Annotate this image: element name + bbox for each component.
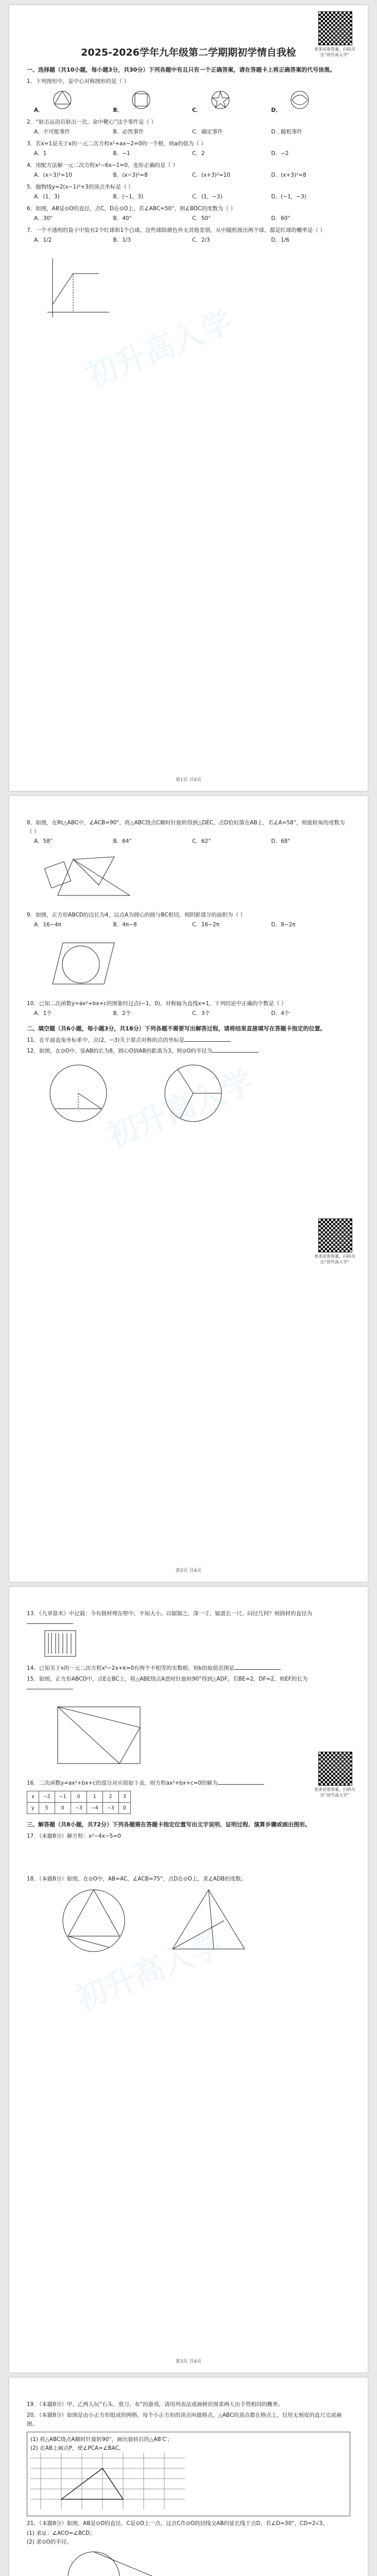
- option-d-label: D．: [271, 107, 281, 113]
- option-text: D．68°: [271, 838, 290, 844]
- sub-question: (1) 求证：∠ACO=∠BCD；: [27, 2530, 95, 2536]
- page-footer: 第3页 共4页: [175, 2359, 202, 2364]
- question-1: 1．下列图形中，是中心对称图形的是（ ）: [27, 78, 130, 84]
- option-text: C．50°: [192, 215, 211, 222]
- question-6: 6．如图，AB是⊙O的直径，点C，D在⊙O上，若∠ABC=50°，则∠BDC的度数为（ ）: [27, 206, 236, 212]
- table-row: [27, 1803, 131, 1814]
- question-2: 2．“射击运动员射击一次，命中靶心”这个事件是（ ）: [27, 119, 157, 125]
- option-text: C．3个: [192, 1010, 211, 1016]
- option-text: C．16−2π: [192, 922, 219, 928]
- page-title: 2025-2026学年九年级第二学期期初学情自我检: [81, 47, 296, 58]
- qr-code-icon: [318, 11, 352, 45]
- question-15: 15．如图，正方形ABCD中，点E在BC上，将△ABE绕点A逆时针旋转90°得到△ADF，若BE=2，DF=2，则EF的长为: [27, 1676, 308, 1682]
- option-text: D．随机事件: [271, 129, 303, 135]
- answer-blank: [184, 1041, 231, 1042]
- star-in-circle-icon: [209, 89, 232, 110]
- table-cell: −3: [71, 1803, 87, 1814]
- option-text: C．2: [192, 150, 205, 157]
- question-3-options: [34, 149, 350, 158]
- table-cell: −3: [102, 1803, 118, 1814]
- table-cell: 0: [71, 1791, 87, 1803]
- question-1-options: [34, 87, 350, 115]
- question-14: 14．已知关于x的一元二次方程x²−2x+k=0有两个不相等的实数根，则k的取值范围是: [27, 1665, 235, 1671]
- option-text: D．8−2π: [271, 922, 296, 928]
- barcode-figure: [42, 1628, 78, 1659]
- qr-caption: 更多试卷答案，扫码关注“初升高入学”: [314, 47, 355, 57]
- table-cell: −4: [87, 1803, 102, 1814]
- option-text: B．1/3: [113, 237, 131, 243]
- sub-question: (2) 求⊙O的半径。: [27, 2539, 72, 2545]
- watermark: 初升高入学: [101, 1063, 259, 1155]
- page-4: [9, 2378, 368, 2576]
- option-text: C．62°: [192, 838, 211, 844]
- question-16: 16．二次函数y=ax²+bx+c的部分对应值如下表，则方程ax²+bx+c=0的解为: [27, 1780, 218, 1786]
- option-text: B．4π−8: [113, 922, 137, 928]
- section-fill-heading: 二、填空题（共6小题，每小题3分，共18分）下列各题不需要写出解答过程，请将结果直接填写在答题卡指定的位置。: [27, 1025, 326, 1032]
- inscribed-triangle-diagram: [47, 1885, 140, 1957]
- values-table: [27, 1791, 131, 1814]
- table-cell: 1: [87, 1791, 102, 1803]
- qr-code-icon: [318, 1218, 352, 1252]
- answer-blank: [27, 1623, 73, 1624]
- option-text: A．30°: [34, 215, 53, 222]
- option-text: C．(x+3)²=10: [192, 172, 231, 178]
- option-text: A．1个: [34, 1010, 52, 1016]
- watermark: 初升高入学: [71, 1926, 228, 2018]
- option-text: A．1: [34, 150, 47, 157]
- question-5: 5．抛物线y=2(x−1)²+3的顶点坐标是（ ）: [27, 184, 134, 190]
- question-5-options: [34, 193, 350, 201]
- question-8-options: [34, 837, 350, 846]
- grid-figure: [30, 2453, 185, 2510]
- table-cell: −1: [55, 1791, 71, 1803]
- option-text: A．58°: [34, 838, 53, 844]
- page-footer: 第1页 共4页: [175, 777, 202, 783]
- option-text: B．必然事件: [113, 129, 144, 135]
- question-20: 20．（本题8分）如图是由小正方形组成的网格，每个小正方形的顶点叫做格点，△ABC的顶点都在格点上，仅用无刻度的直尺完成画图。: [27, 2412, 342, 2427]
- page-3: [9, 1587, 368, 2372]
- table-cell: x: [27, 1791, 39, 1803]
- option-text: B．40°: [113, 215, 132, 222]
- question-2-options: [34, 128, 350, 137]
- option-text: A．不可能事件: [34, 129, 71, 135]
- question-18: 18．（本题8分）如图，在⊙O中，AB=AC，∠ACB=75°，点D在⊙O上，求∠ADB的度数。: [27, 1876, 247, 1882]
- question-12: 12．如图，在⊙O中，弦AB的长为8，圆心O到AB的距离为3，则⊙O的半径为: [27, 1048, 213, 1054]
- qr-code-icon: [318, 1752, 352, 1786]
- square-in-circle-icon: [129, 89, 153, 110]
- answer-blank: [212, 1052, 259, 1053]
- question-10: 10．已知二次函数y=ax²+bx+c的图象经过点(−1，0)，对称轴为直线x=1，下列结论中正确的个数是（ ）: [27, 1001, 287, 1007]
- square-circle-diagram: [42, 933, 119, 994]
- option-text: D．(−1，−3): [271, 194, 306, 200]
- watermark: 初升高入学: [81, 303, 238, 395]
- option-b-label: B．: [113, 107, 123, 113]
- question-9-options: [34, 921, 350, 929]
- table-cell: 2: [102, 1791, 118, 1803]
- option-text: A．1/2: [34, 237, 52, 243]
- option-text: B．2个: [113, 1010, 131, 1016]
- question-7-options: [34, 236, 350, 245]
- square-rotation-diagram: [47, 1697, 150, 1774]
- option-a-label: A．: [34, 107, 44, 113]
- question-11: 11．在平面直角坐标系中，点(2，−3)关于原点对称的点的坐标是: [27, 1037, 185, 1043]
- option-text: D．4个: [271, 1010, 290, 1016]
- table-cell: −2: [39, 1791, 55, 1803]
- page-2: [9, 796, 368, 1582]
- page-footer: 第2页 共4页: [175, 1568, 202, 1573]
- option-text: C．确定事件: [192, 129, 223, 135]
- rotation-triangle-diagram: [42, 849, 145, 906]
- question-21: 21．（本题8分）如图，AB是⊙O的直径，C是⊙O上一点，过点C作⊙O的切线交AB的延长线于点D，若∠D=30°，CD=2√3。: [27, 2520, 328, 2527]
- option-text: A．(1，3): [34, 194, 60, 200]
- option-text: B．(−1，3): [113, 194, 144, 200]
- option-text: A．(x−3)²=10: [34, 172, 72, 178]
- option-text: D．−2: [271, 150, 289, 157]
- question-17: 17．（本题8分）解方程：x²−4x−5=0: [27, 1833, 121, 1839]
- question-8: 8．如图，在Rt△ABC中，∠ACB=90°，将△ABC绕点C顺时针旋转得到△DEC，点D恰好落在AB上，若∠A=58°，则旋转角的度数为（ ）: [27, 820, 345, 835]
- option-text: C．(1，−3): [192, 194, 222, 200]
- sub-question: (2) 在AB上画点P，使∠PCA=∠BAC。: [30, 2445, 125, 2451]
- option-text: D．60°: [271, 215, 290, 222]
- triangle-in-circle-icon: [50, 89, 74, 110]
- question-10-options: [34, 1009, 350, 1018]
- question-6-options: [34, 214, 350, 223]
- question-4-options: [34, 171, 350, 180]
- section-choice-heading: 一、选择题（共10小题，每小题3分，共30分）下列各题中有且只有一个正确答案，请在答题卡上将正确答案的代号涂黑。: [27, 66, 336, 73]
- question-3: 3．若x=1是关于x的一元二次方程x²+ax−2=0的一个根，则a的值为（ ）: [27, 141, 207, 147]
- option-text: D．1/6: [271, 237, 289, 243]
- option-text: B．(x−3)²=8: [113, 172, 148, 178]
- section-solve-heading: 三、解答题（共8小题，共72分）下列各题需在答题卡指定位置写出文字说明、证明过程、演算步骤或画出图形。: [27, 1821, 311, 1828]
- sub-question: (1) 将△ABC绕点A顺时针旋转90°，画出旋转后的△AB′C′；: [30, 2436, 173, 2443]
- qr-caption: 更多试卷答案，扫码关注“初升高入学”: [314, 1254, 355, 1264]
- option-text: B．−1: [113, 150, 130, 157]
- coordinate-figure-diagram: [37, 253, 114, 320]
- question-13: 13．《九章算术》中记载：今有圆材埋在壁中，不知大小。以锯锯之，深一寸，锯道长一尺。问径几何？则圆材的直径为: [27, 1611, 313, 1617]
- table-cell: 3: [118, 1791, 130, 1803]
- tangent-circle-diagram: [47, 2547, 161, 2576]
- table-cell: y: [27, 1803, 39, 1814]
- question-9: 9．如图，正方形ABCD的边长为4，以点A为圆心的圆与BC相切，则阴影部分的面积为（ ）: [27, 912, 246, 918]
- question-7: 7．一个不透明的袋子中装有2个红球和1个白球，这些球除颜色外无其他差别，从中随机摸出两个球，都是红球的概率是（ ）: [27, 227, 325, 233]
- page-1: [9, 5, 368, 791]
- question-19: 19．（本题8分）甲、乙两人玩“石头、剪刀、布”的游戏，请用列表法或画树状图求两人出手势相同的概率。: [27, 2401, 284, 2408]
- grid-problem-box: [27, 2432, 350, 2516]
- question-4: 4．用配方法解一元二次方程x²−6x−1=0，变形正确的是（ ）: [27, 162, 178, 168]
- table-cell: 0: [55, 1803, 71, 1814]
- leaf-in-circle-icon: [288, 89, 312, 110]
- table-cell: 0: [118, 1803, 130, 1814]
- table-row: [27, 1791, 131, 1803]
- option-text: B．64°: [113, 838, 132, 844]
- option-text: C．2/3: [192, 237, 210, 243]
- option-text: D．(x+3)²=8: [271, 172, 306, 178]
- qr-caption: 更多试卷答案，扫码关注“初升高入学”: [314, 1787, 355, 1798]
- answer-blank: [234, 1669, 281, 1670]
- answer-blank: [218, 1784, 264, 1785]
- option-c-label: C．: [192, 107, 202, 113]
- option-text: A．16−4π: [34, 922, 61, 928]
- table-cell: 5: [39, 1803, 55, 1814]
